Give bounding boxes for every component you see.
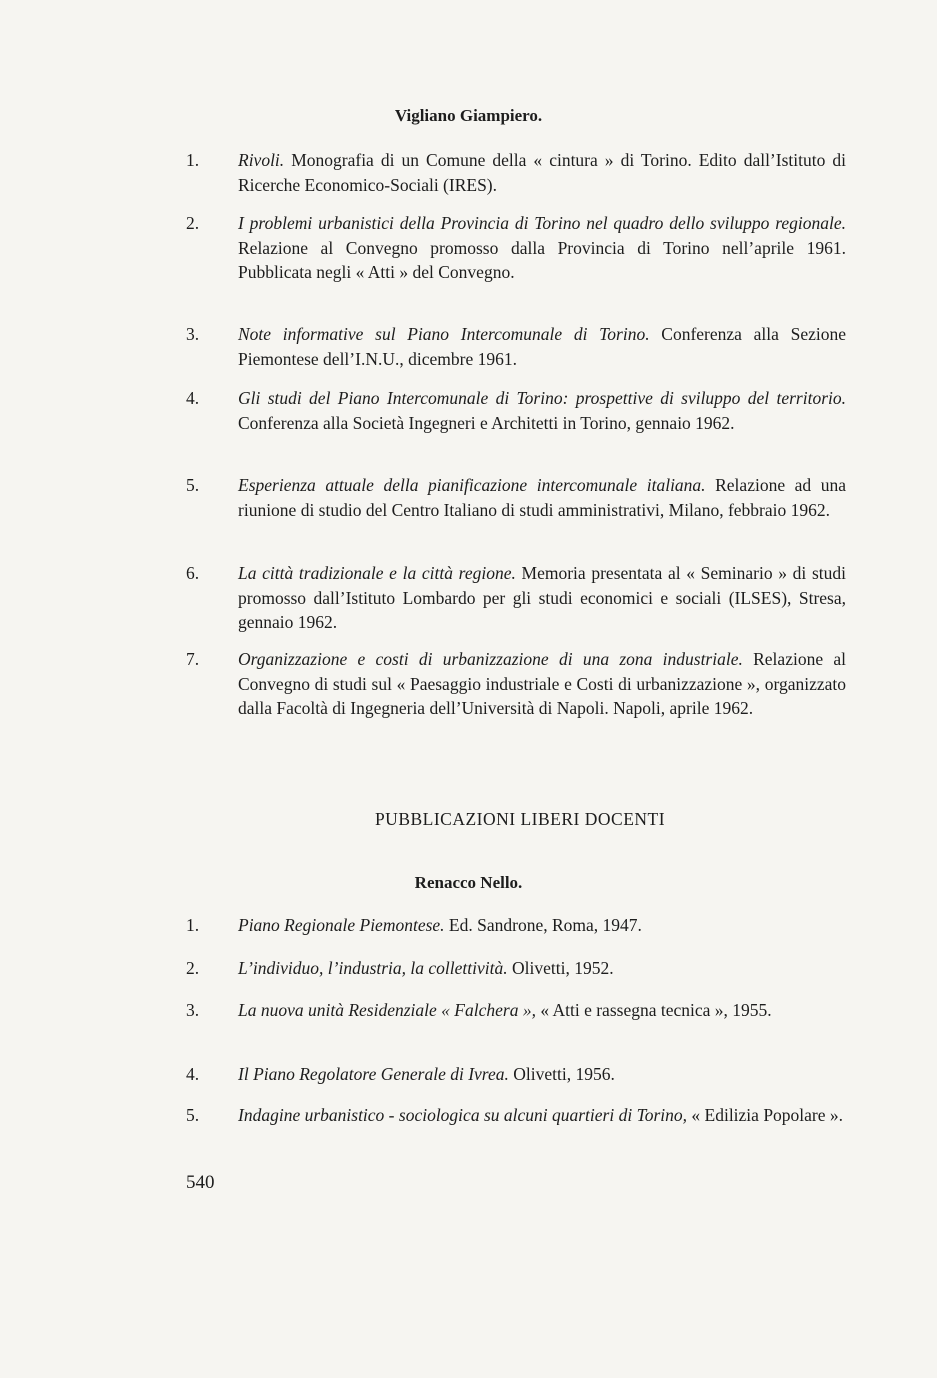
publication-title: La città tradizionale e la città regione. xyxy=(238,563,516,583)
item-number: 2. xyxy=(186,213,200,233)
author-heading-renacco: Renacco Nello. xyxy=(414,873,523,892)
publication-item xyxy=(186,148,846,197)
publication-title: Esperienza attuale della pianificazione intercomunale italiana. xyxy=(238,475,706,495)
publication-title: L’individuo, l’industria, la collettività. xyxy=(238,958,508,978)
publication-item xyxy=(186,473,846,522)
item-number: 4. xyxy=(186,388,200,408)
publication-title: Gli studi del Piano Intercomunale di Torino: prospettive di sviluppo del territorio. xyxy=(238,388,846,408)
publication-item xyxy=(186,211,846,285)
publication-item xyxy=(186,386,846,435)
item-number: 2. xyxy=(186,958,200,978)
publication-item xyxy=(186,998,846,1023)
publication-details: Conferenza alla Sezione Piemontese dell’I.N.U., dicembre 1961. xyxy=(238,324,846,369)
item-number: 7. xyxy=(186,649,200,669)
item-number: 4. xyxy=(186,1064,200,1084)
section-heading: PUBBLICAZIONI LIBERI DOCENTI xyxy=(374,809,666,829)
publication-title: Il Piano Regolatore Generale di Ivrea. xyxy=(238,1064,509,1084)
item-number: 1. xyxy=(186,150,200,170)
publication-details: Relazione ad una riunione di studio del Centro Italiano di studi amministrativi, Milano, febbraio 1962. xyxy=(238,475,846,520)
publication-title: La nuova unità Residenziale « Falchera », xyxy=(238,1000,536,1020)
publication-details: « Edilizia Popolare ». xyxy=(687,1105,844,1125)
publication-details: Olivetti, 1956. xyxy=(508,1064,615,1084)
publication-item xyxy=(186,1103,846,1128)
publication-item xyxy=(186,1062,846,1087)
publication-title: Note informative sul Piano Intercomunale di Torino. xyxy=(238,324,650,344)
item-number: 3. xyxy=(186,324,200,344)
publication-details: Olivetti, 1952. xyxy=(507,958,614,978)
publication-title: Rivoli. xyxy=(238,150,285,170)
publication-title: Indagine urbanistico - sociologica su alcuni quartieri di Torino, xyxy=(238,1105,688,1125)
publication-details: Monografia di un Comune della « cintura » di Torino. Edito dall’Istituto di Ricerche Economico-Sociali (IRES). xyxy=(238,150,846,195)
publication-item xyxy=(186,322,846,371)
item-number: 1. xyxy=(186,915,200,935)
publication-title: Organizzazione e costi di urbanizzazione di una zona industriale. xyxy=(238,649,743,669)
item-number: 5. xyxy=(186,475,200,495)
item-number: 3. xyxy=(186,1000,200,1020)
publication-title: I problemi urbanistici della Provincia di Torino nel quadro dello sviluppo regionale. xyxy=(238,213,846,233)
publication-details: Memoria presentata al « Seminario » di studi promosso dall’Istituto Lombardo per gli studi economici e sociali (ILSES), Stresa, gennaio 1962. xyxy=(238,563,846,632)
publication-details: Ed. Sandrone, Roma, 1947. xyxy=(444,915,642,935)
publication-details: Relazione al Convegno promosso dalla Provincia di Torino nell’aprile 1961. Pubblicata negli « Atti » del Convegno. xyxy=(238,237,846,282)
publication-item xyxy=(186,561,846,635)
publication-details: « Atti e rassegna tecnica », 1955. xyxy=(535,1000,772,1020)
publication-item xyxy=(186,956,846,981)
publication-item xyxy=(186,647,846,721)
page-number: 540 xyxy=(186,1172,215,1193)
publication-details: Relazione al Convegno di studi sul « Paesaggio industriale e Costi di urbanizzazione », organizzato dalla Facoltà di Ingegneria dell’Università di Napoli. Napoli, aprile 1962. xyxy=(238,649,846,718)
publication-item xyxy=(186,913,846,938)
publication-title: Piano Regionale Piemontese. xyxy=(238,915,445,935)
author-heading-vigliano: Vigliano Giampiero. xyxy=(394,106,543,125)
item-number: 6. xyxy=(186,563,200,583)
item-number: 5. xyxy=(186,1105,200,1125)
publication-details: Conferenza alla Società Ingegneri e Architetti in Torino, gennaio 1962. xyxy=(238,412,735,433)
